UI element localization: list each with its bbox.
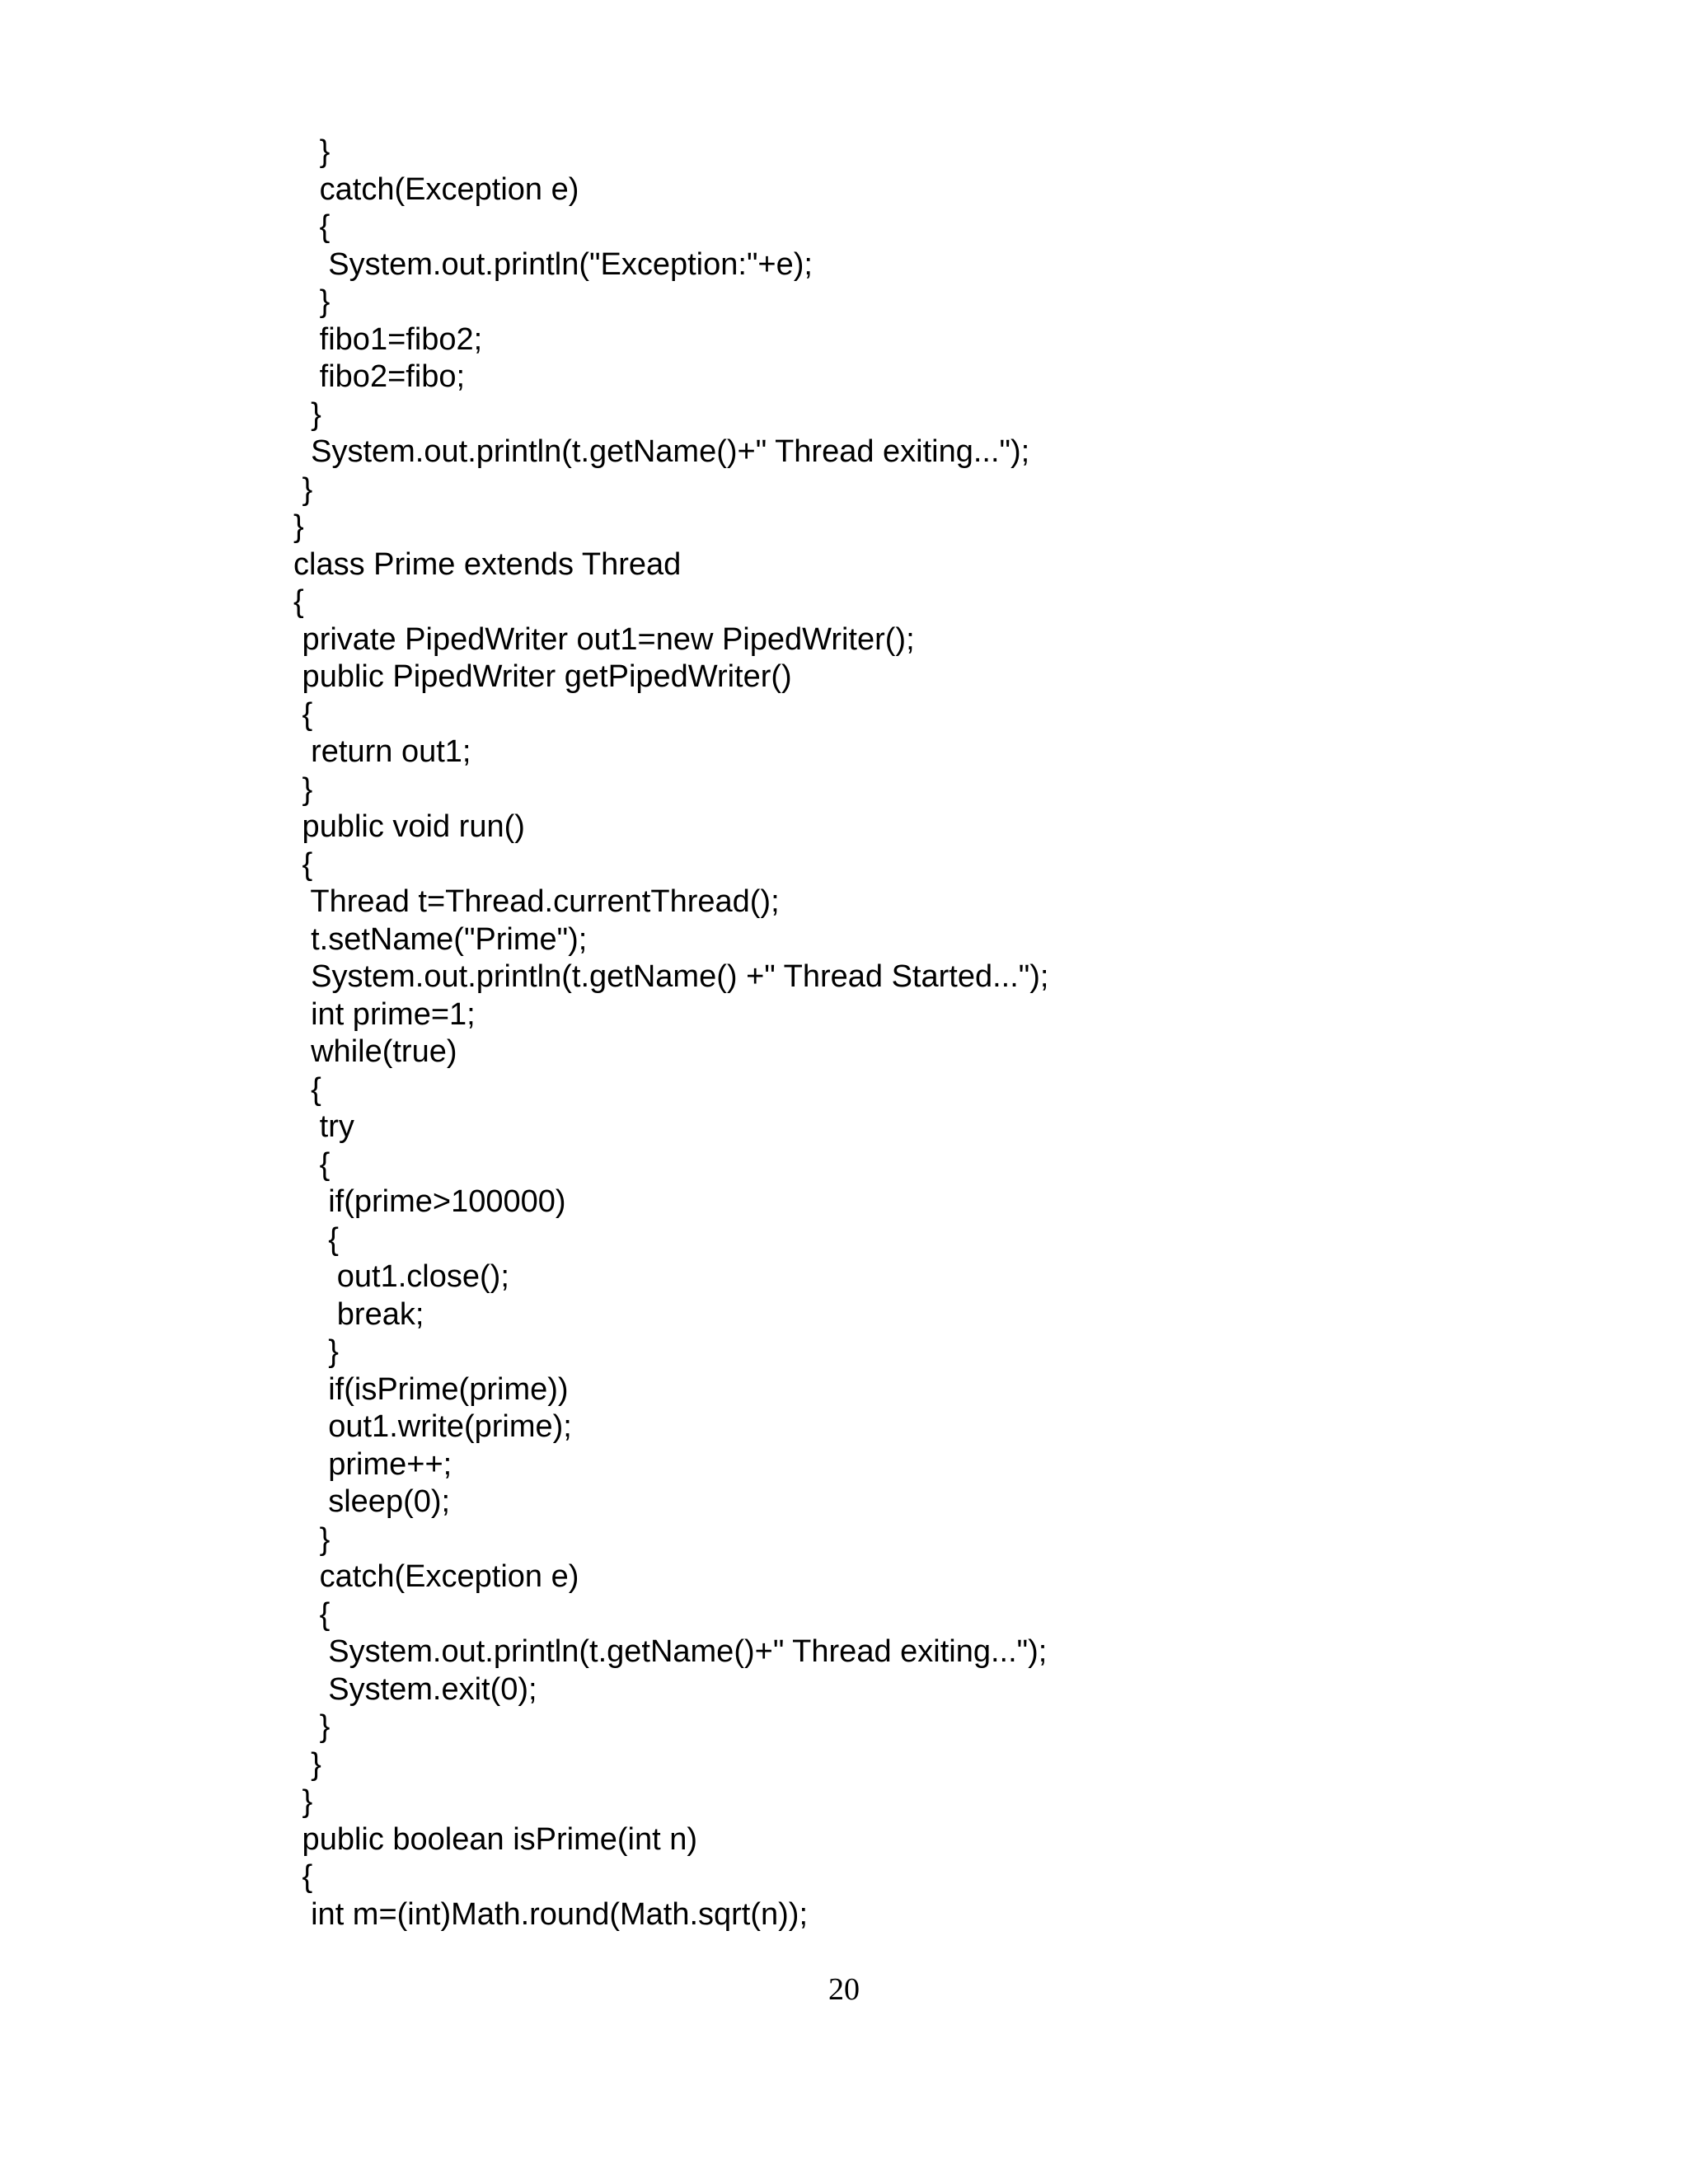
code-line: prime++; xyxy=(293,1446,452,1482)
code-listing xyxy=(293,134,1048,1933)
code-line: class Prime extends Thread xyxy=(293,546,682,582)
code-line: { xyxy=(293,209,331,244)
code-line: fibo1=fibo2; xyxy=(293,321,483,357)
code-line: { xyxy=(293,1859,313,1894)
code-line: } xyxy=(293,134,331,169)
code-line: { xyxy=(293,1146,331,1182)
code-line: } xyxy=(293,471,313,507)
code-line: { xyxy=(293,846,313,882)
code-line: System.exit(0); xyxy=(293,1671,537,1707)
code-line: { xyxy=(293,1071,321,1107)
code-line: return out1; xyxy=(293,734,471,769)
code-line: out1.close(); xyxy=(293,1259,509,1294)
code-line: } xyxy=(293,396,321,432)
code-line: int prime=1; xyxy=(293,996,476,1032)
code-line: } xyxy=(293,1746,321,1782)
code-line: sleep(0); xyxy=(293,1484,451,1519)
code-line: } xyxy=(293,509,304,544)
code-line: private PipedWriter out1=new PipedWriter(); xyxy=(293,621,915,657)
code-line: fibo2=fibo; xyxy=(293,359,466,394)
code-line: System.out.println("Exception:"+e); xyxy=(293,246,813,282)
code-line: break; xyxy=(293,1296,424,1332)
code-line: try xyxy=(293,1109,354,1144)
code-line: System.out.println(t.getName()+" Thread exiting..."); xyxy=(293,1634,1048,1669)
code-line: if(isPrime(prime)) xyxy=(293,1371,569,1407)
code-line: public boolean isPrime(int n) xyxy=(293,1821,698,1857)
code-line: } xyxy=(293,284,331,319)
code-line: { xyxy=(293,1221,339,1257)
code-line: while(true) xyxy=(293,1034,457,1069)
code-line: System.out.println(t.getName()+" Thread exiting..."); xyxy=(293,434,1030,469)
code-line: System.out.println(t.getName() +" Thread Started..."); xyxy=(293,959,1049,994)
code-line: catch(Exception e) xyxy=(293,171,579,207)
code-line: } xyxy=(293,1784,313,1819)
code-line: } xyxy=(293,1521,331,1557)
code-line: } xyxy=(293,1334,339,1369)
code-line: Thread t=Thread.currentThread(); xyxy=(293,884,780,919)
code-line: } xyxy=(293,1709,331,1744)
code-line: } xyxy=(293,771,313,807)
code-line: { xyxy=(293,584,304,619)
code-line: public void run() xyxy=(293,809,525,844)
code-line: if(prime>100000) xyxy=(293,1184,566,1219)
code-line: t.setName("Prime"); xyxy=(293,921,588,957)
code-line: { xyxy=(293,1596,331,1632)
code-line: catch(Exception e) xyxy=(293,1559,579,1594)
code-line: { xyxy=(293,696,313,732)
code-line: public PipedWriter getPipedWriter() xyxy=(293,659,792,694)
code-line: out1.write(prime); xyxy=(293,1409,572,1444)
code-line: int m=(int)Math.round(Math.sqrt(n)); xyxy=(293,1896,809,1932)
page-number: 20 xyxy=(828,1972,860,2007)
